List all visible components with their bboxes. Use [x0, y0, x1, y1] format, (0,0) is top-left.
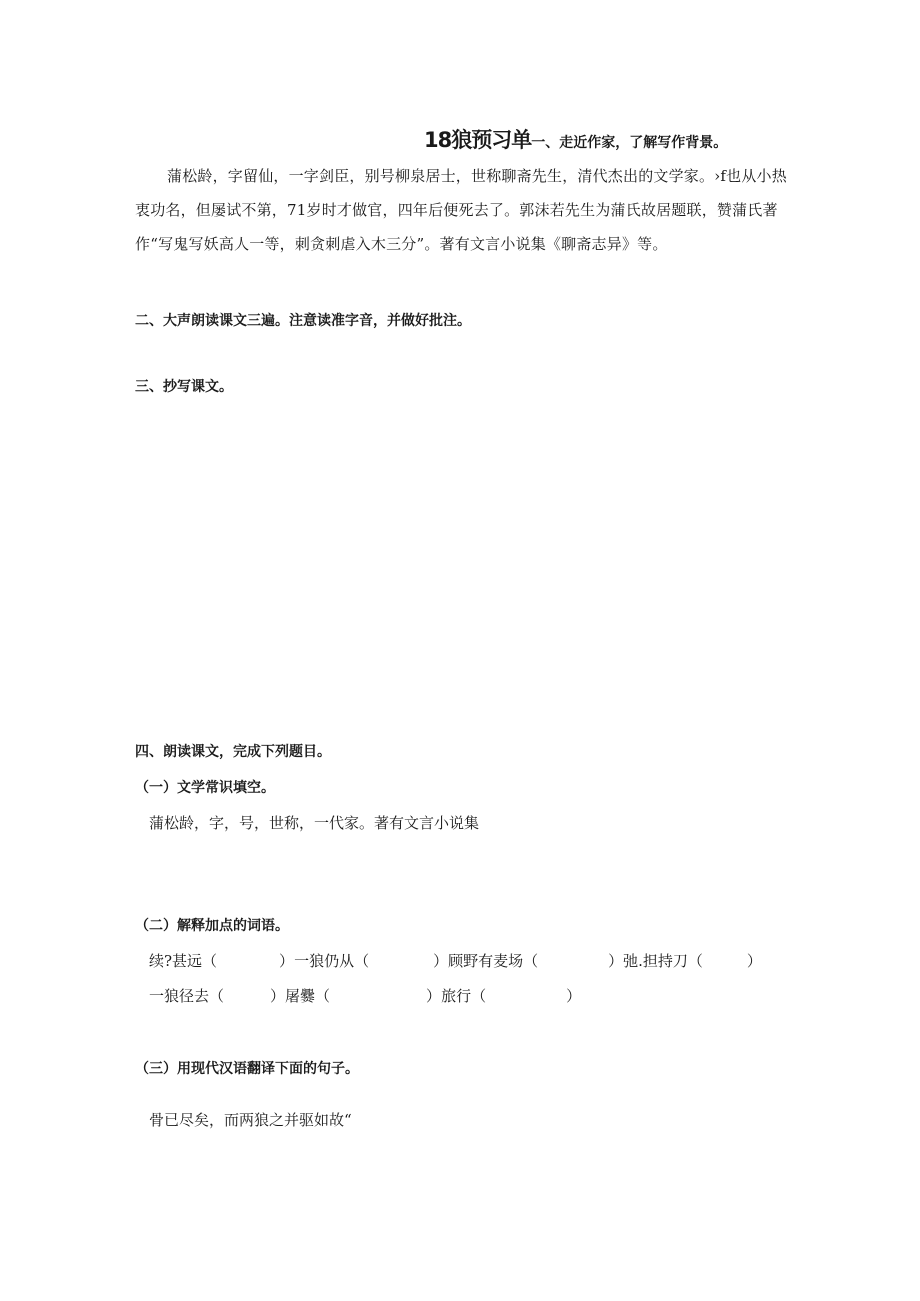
author-intro-paragraph [135, 159, 795, 261]
vocab-item-word: 旅行（ [441, 987, 487, 1005]
section2-heading: 二、大声朗读课文三遍。注意读准字音，并做好批注。 [135, 313, 471, 329]
title-main: 18狼预习单 [424, 128, 532, 152]
section4-heading: 四、朗读课文，完成下列题目。 [135, 744, 331, 760]
part1-heading: （一）文学常识填空。 [135, 780, 275, 796]
translation-sentence: 骨已尽矣，而两狼之并驱如故“ [149, 1111, 352, 1129]
part3-heading: （三）用现代汉语翻译下面的句子。 [135, 1061, 359, 1077]
section1-heading: 一、走近作家，了解写作背景。 [531, 135, 728, 151]
vocab-item-word: 一狼仍从（ [294, 952, 370, 970]
intro-line-2: 衷功名，但屡试不第，71岁时才做官，四年后便死去了。郭沫若先生为蒲氏故居题联，赞蒲氏著 [135, 201, 778, 219]
vocab-item-word: 一狼径去（ [149, 987, 225, 1005]
vocab-item-word: 弛.担持刀（ [623, 952, 703, 970]
vocab-item-word: 续?甚远（ [149, 952, 218, 970]
part2-heading: （二）解释加点的词语。 [135, 918, 289, 934]
part1-fill-text: 蒲松龄，字，号，世称，一代家。著有文言小说集 [149, 814, 480, 832]
vocab-row-1: 续?甚远（ ）一狼仍从（ ）顾野有麦场（ ）弛.担持刀（ ） [149, 952, 762, 970]
vocab-item-word: 顾野有麦场（ [448, 952, 539, 970]
intro-line-1: 蒲松龄，字留仙，一字剑臣，别号柳泉居士，世称聊斋先生，清代杰出的文学家。›f也从小热 [167, 167, 787, 185]
intro-line-3: 作“写鬼写妖高人一等，刺贪刺虐入木三分”。著有文言小说集《聊斋志异》等。 [135, 235, 668, 253]
vocab-item-word: 屠爨（ [285, 987, 331, 1005]
section3-heading: 三、抄写课文。 [135, 379, 233, 395]
vocab-row-2: 一狼径去（ ）屠爨（ ）旅行（ ） [149, 987, 582, 1005]
page-title [424, 124, 727, 154]
